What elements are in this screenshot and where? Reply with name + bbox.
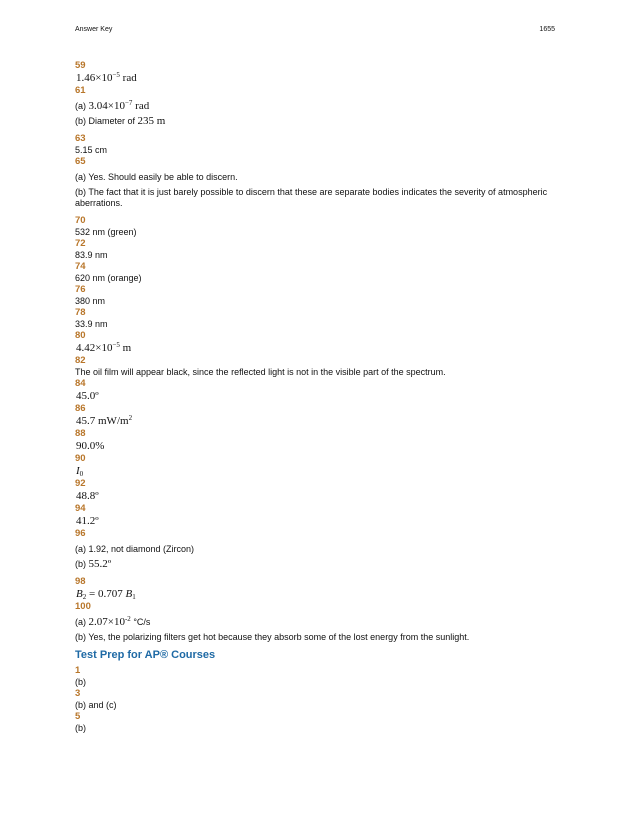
problem-number: 72 [75,238,86,249]
answer-part-b: (b) Diameter of 235 m [75,115,166,127]
page-number: 1655 [539,26,555,33]
answer-math: 48.8º [76,490,99,502]
answer-math: 45.0º [76,390,99,402]
answer-text: 5.15 cm [75,145,108,155]
problem-number: 59 [75,60,86,71]
answer-math: $1.46\times 10^{-5}$ rad [76,71,137,84]
problem-number: 76 [75,284,86,295]
answer-part-b: (b) The fact that it is just barely possible to discern that these are separate bodies indicates the severity of atmospheric aberrations. [75,187,548,208]
answer-part-b: (b) Yes, the polarizing filters get hot because they absorb some of the lost energy from the sunlight. [75,632,470,642]
problem-number: 82 [75,355,86,366]
answer-math: $B_2 = 0.707$ $B_1$ [76,588,136,601]
problem-number: 98 [75,576,86,587]
answer-82 [75,355,555,378]
problem-number: 96 [75,528,86,539]
answer-100 [75,601,555,643]
test-prep-item [75,688,555,711]
answer-part-a: (a) $3.04\times 10^{-7}$ rad [75,99,150,112]
answer-86 [75,403,555,428]
test-prep-item [75,711,555,734]
problem-number: 63 [75,133,86,144]
problem-number: 90 [75,453,86,464]
problem-number: 78 [75,307,86,318]
answer-98 [75,576,555,601]
answer-94 [75,503,555,528]
answer-70 [75,215,555,238]
problem-number: 100 [75,601,91,612]
test-prep-heading: Test Prep for AP® Courses [75,649,216,661]
answer-72 [75,238,555,261]
answer-96 [75,528,555,570]
answer-92 [75,478,555,503]
answer-59 [75,60,555,85]
answer-text: 620 nm (orange) [75,273,142,283]
problem-number: 94 [75,503,86,514]
answer-90 [75,453,555,478]
answer-math: $I_0$ [76,465,84,478]
answer-part-a: (a) 1.92, not diamond (Zircon) [75,544,195,554]
running-header-title: Answer Key [75,26,113,33]
answer-text: 532 nm (green) [75,227,137,237]
problem-number: 86 [75,403,86,414]
answer-text: (b) and (c) [75,700,117,710]
problem-number: 88 [75,428,86,439]
answer-65 [75,156,555,209]
problem-number: 84 [75,378,86,389]
answer-74 [75,261,555,284]
answer-part-a: (a) Yes. Should easily be able to discern. [75,172,238,182]
problem-number: 92 [75,478,86,489]
test-prep-item [75,665,555,688]
problem-number: 65 [75,156,86,167]
answer-80 [75,330,555,355]
problem-number: 74 [75,261,86,272]
problem-number: 3 [75,688,81,699]
answer-78 [75,307,555,330]
problem-number: 61 [75,85,86,96]
page-header [75,26,555,38]
answer-63 [75,133,555,156]
answer-88 [75,428,555,453]
problem-number: 70 [75,215,86,226]
answer-math: 90.0% [76,440,105,452]
answer-text: The oil film will appear black, since the reflected light is not in the visible part of the spectrum. [75,367,446,377]
answer-math: $4.42\times 10^{-5}$ m [76,341,132,354]
answer-math: 45.7 $mW/m^2$ [76,414,133,427]
answer-76 [75,284,555,307]
answer-text: 380 nm [75,296,106,306]
answer-text: 83.9 nm [75,250,108,260]
answer-math: 41.2º [76,515,99,527]
answer-text: 33.9 nm [75,319,108,329]
answer-text: (b) [75,677,86,687]
answer-84 [75,378,555,403]
answer-part-b: (b) 55.2º [75,558,112,570]
problem-number: 5 [75,711,81,722]
problem-number: 80 [75,330,86,341]
answer-part-a: (a) $2.07\times 10^{-2}$ °C/s [75,615,151,628]
answer-61 [75,85,555,127]
answer-text: (b) [75,723,86,733]
answer-key-content [75,60,555,734]
problem-number: 1 [75,665,81,676]
